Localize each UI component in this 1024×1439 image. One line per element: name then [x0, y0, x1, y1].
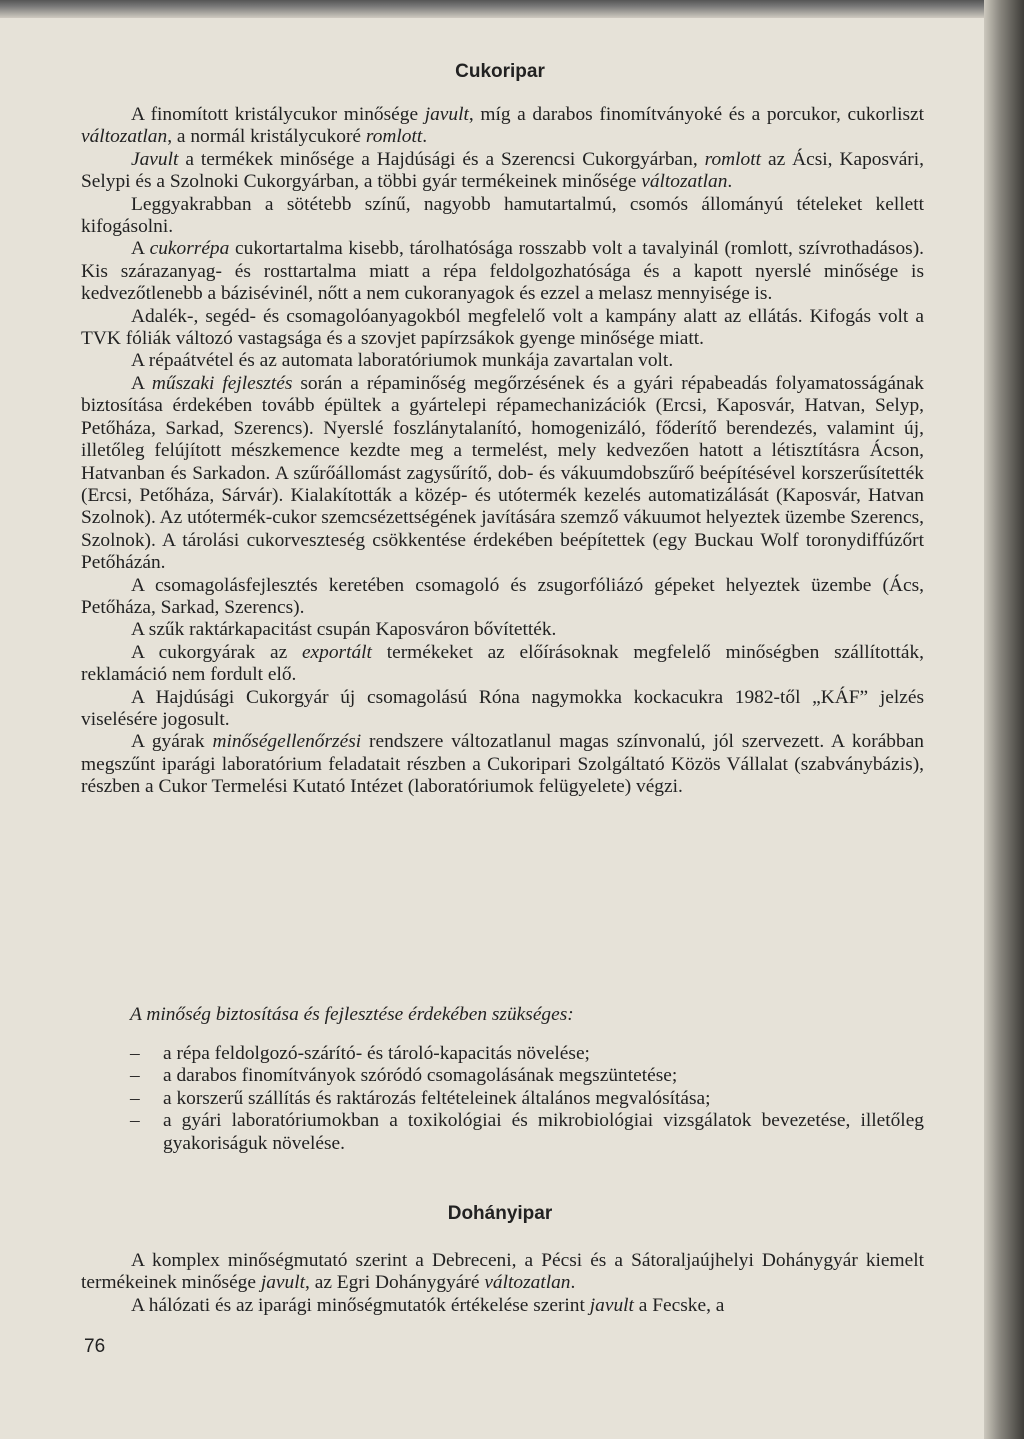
text-run: . [422, 126, 428, 148]
emphasis-text: változatlan [641, 171, 728, 193]
paragraph [81, 619, 924, 641]
paragraph [81, 306, 924, 351]
emphasis-text: Javult [131, 148, 179, 170]
paragraph [81, 238, 924, 305]
text-run: rendszere változatlanul magas színvonalú, jól szervezett. A korábban megszűnt iparági laboratórium feladatait részben a Cukoripari Szolgáltató Közös Vállalat (szabványbázis), részben a Cukor Termelési Kutató Intézet (laboratóriumok felügyelete) végzi. [81, 731, 924, 798]
paragraph [81, 373, 924, 575]
emphasis-text: exportált [301, 641, 372, 663]
paragraph [81, 575, 924, 620]
cukoripar-body [81, 104, 924, 799]
emphasis-text: javult [589, 1294, 634, 1316]
dash-bullet: – [130, 1110, 140, 1132]
text-run: a termékek minősége a Hajdúsági és a Szerencsi Cukorgyárban, [178, 148, 705, 170]
paragraph [81, 1295, 924, 1317]
dash-bullet: – [130, 1087, 140, 1109]
text-run: A hálózati és az iparági minőségmutatók értékelése szerint [131, 1294, 590, 1316]
text-run: termékeket az előírásoknak megfelelő minőségben szállították, reklamáció nem fordult elő. [81, 641, 924, 686]
paragraph [81, 104, 924, 149]
text-run: A finomított kristálycukor minősége [131, 104, 425, 125]
text-run: cukortartalma kisebb, tárolhatósága rosszabb volt a tavalyinál (romlott, szívrothadásos). Kis szárazanyag- és rosttartalma miatt a répa feldolgozhatósága és a kapott nyerslé minősége is kedvezőtlenebb a bázisévinél, nőtt a nem cukoranyagok és ezzel a melasz mennyisége is. [81, 238, 924, 305]
text-run: A cukorgyárak az [131, 641, 302, 663]
paragraph [81, 149, 924, 194]
text-run: A [131, 372, 152, 394]
text-run: Adalék-, segéd- és csomagolóanyagokból megfelelő volt a kampány alatt az ellátás. Kifogás volt a TVK fóliák változó vastagsága és a szovjet papírzsákok gyenge minősége miatt. [81, 305, 924, 350]
text-run: , a normál kristálycukoré [167, 126, 366, 148]
requirements-heading: A minőség biztosítása és fejlesztése érdekében szükséges: [130, 1004, 574, 1025]
list-item: – a répa feldolgozó-szárító- és tároló-kapacitás növelése; [130, 1043, 590, 1064]
text-run: , míg a darabos finomítványoké és a porcukor, cukorliszt [468, 104, 925, 125]
text-run: A gyárak [131, 731, 213, 753]
text-run: a Fecske, a [633, 1294, 725, 1316]
section-title-cukoripar: Cukoripar [455, 61, 545, 82]
text-run: A szűk raktárkapacitást csupán Kaposváron bővítették. [131, 619, 557, 641]
dash-bullet: – [130, 1043, 140, 1064]
page-top-edge [0, 0, 1000, 18]
text-run: Leggyakrabban a sötétebb színű, nagyobb hamutartalmú, csomós állományú tételeket kellett kifogásolni. [81, 193, 924, 238]
emphasis-text: változatlan [81, 126, 168, 148]
text-run: A Hajdúsági Cukorgyár új csomagolású Róna nagymokka kockacukra 1982-től „KÁF” jelzés viselésére jogosult. [81, 686, 924, 730]
paragraph [81, 642, 924, 687]
page-number: 76 [84, 1336, 106, 1357]
paragraph [81, 194, 924, 239]
paragraph [81, 687, 924, 732]
emphasis-text: cukorrépa [149, 238, 230, 260]
list-item: – a korszerű szállítás és raktározás feltételeinek általános megvalósítása; [130, 1087, 711, 1109]
list-item: – a darabos finomítványok szóródó csomagolásának megszüntetése; [130, 1065, 678, 1087]
section-title-dohanyipar: Dohányipar [447, 1203, 553, 1224]
emphasis-text: változatlan [484, 1272, 571, 1294]
emphasis-text: minőségellenőrzési [212, 731, 362, 753]
emphasis-text: műszaki fejlesztés [151, 372, 293, 394]
text-run: A komplex minőségmutató szerint a Debreceni, a Pécsi és a Sátoraljaújhelyi Dohánygyár kiemelt termékeinek minősége [81, 1250, 924, 1294]
dohanyipar-body [81, 1250, 924, 1317]
text-run: során a répaminőség megőrzésének és a gyári répabeadás folyamatosságának biztosítása érdekében tovább épültek a gyártelepi répamechanizációk (Ercsi, Kaposvár, Hatvan, Selyp, Petőháza, Sarkad, Szerencs). Nyerslé foszlánytalanító, homogenizáló, főderítő berendezés, valamint új, illetőleg felújított mészkemence kezdte meg a termelést, mely kedvezően hatott a létisztításra Ácson, Hatvanban és Sarkadon. A szűrőállomást zagysűrítő, dob- és vákuumdobszűrő beépítésével korszerűsítették (Ercsi, Petőháza, Sárvár). Kialakították a közép- és utótermék kezelés automatizálását (Kaposvár, Hatvan Szolnok). Az utótermék-cukor szemcsézettségének javítására szemző vákuumot helyeztek üzembe Szerencs, Szolnok). A tárolási cukorveszteség csökkentése érdekében beépítettek (egy Buckau Wolf toronydiffúzőrt Petőházán. [81, 372, 925, 574]
paragraph [81, 1250, 924, 1295]
emphasis-text: javult [424, 104, 469, 125]
dash-bullet: – [130, 1065, 140, 1087]
text-run: . [727, 171, 733, 193]
emphasis-text: romlott [365, 126, 423, 148]
text-run: A [131, 238, 150, 260]
text-run: . [570, 1272, 576, 1294]
text-run: , az Egri Dohánygyáré [305, 1272, 485, 1294]
text-run: A csomagolásfejlesztés keretében csomagoló és zsugorfóliázó gépeket helyeztek üzembe (Ács, Petőháza, Sarkad, Szerencs). [81, 574, 924, 618]
emphasis-text: javult [260, 1272, 306, 1294]
text-run: A répaátvétel és az automata laboratóriumok munkája zavartalan volt. [131, 350, 674, 372]
text-run: az Ácsi, Kaposvári, Selypi és a Szolnoki Cukorgyárban, a többi gyár termékeinek minősége [81, 148, 924, 193]
requirements-list [130, 1043, 924, 1155]
list-item: – a gyári laboratóriumokban a toxikológiai és mikrobiológiai vizsgálatok bevezetése, illetőleg gyakoriságuk növelése. [130, 1110, 924, 1154]
paragraph [81, 350, 924, 372]
paragraph [81, 731, 924, 798]
emphasis-text: romlott [704, 148, 762, 170]
